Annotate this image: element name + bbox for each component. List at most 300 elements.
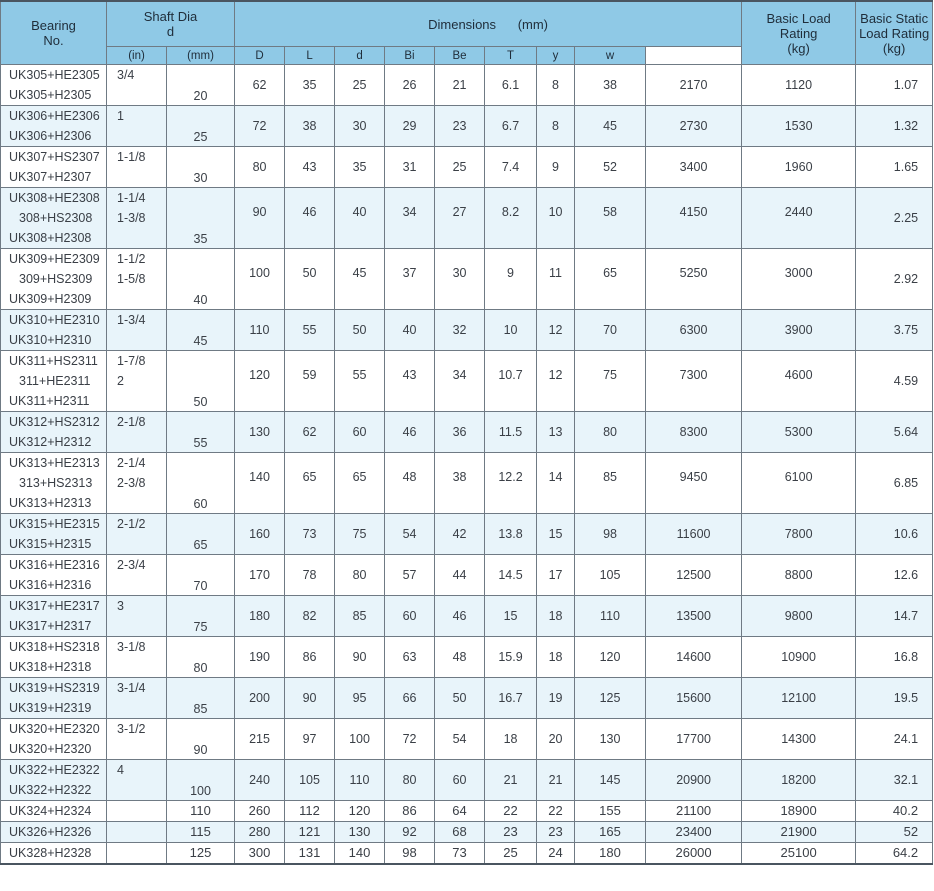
dim-L: 97 bbox=[285, 719, 335, 760]
dim-y: 18 bbox=[537, 596, 575, 637]
weight: 1.65 bbox=[856, 147, 933, 188]
dim-Bi: 63 bbox=[385, 637, 435, 678]
dim-d: 30 bbox=[335, 106, 385, 147]
dim-D: 215 bbox=[235, 719, 285, 760]
header-bearing-line1: Bearing bbox=[31, 18, 76, 33]
dim-y: 24 bbox=[537, 843, 575, 865]
bearing-model: UK310+H2310 bbox=[9, 333, 92, 347]
shaft-inch: 3-1/8 bbox=[117, 640, 146, 654]
dim-T: 18 bbox=[485, 719, 537, 760]
dim-D: 130 bbox=[235, 412, 285, 453]
table-row bbox=[1, 147, 933, 188]
basic-static-load-rating: 25100 bbox=[742, 843, 856, 865]
bearing-model-cell bbox=[1, 412, 107, 453]
dim-D: 80 bbox=[235, 147, 285, 188]
weight: 32.1 bbox=[856, 760, 933, 801]
dim-T: 21 bbox=[485, 760, 537, 801]
basic-load-rating: 15600 bbox=[646, 678, 742, 719]
weight: 16.8 bbox=[856, 637, 933, 678]
dim-d: 100 bbox=[335, 719, 385, 760]
header-shaft-line1: Shaft Dia bbox=[143, 9, 198, 24]
shaft-mm: 110 bbox=[167, 801, 235, 822]
dim-w: 165 bbox=[575, 822, 646, 843]
bearing-model-cell bbox=[1, 453, 107, 514]
dim-D: 240 bbox=[235, 760, 285, 801]
dim-Bi: 80 bbox=[385, 760, 435, 801]
dim-Be: 32 bbox=[435, 310, 485, 351]
bearing-model-cell bbox=[1, 678, 107, 719]
dim-y: 12 bbox=[537, 351, 575, 412]
bearing-model: UK317+HE2317 bbox=[9, 599, 100, 613]
subheader-Bi: Bi bbox=[385, 47, 435, 65]
bearing-model: UK310+HE2310 bbox=[9, 313, 100, 327]
bearing-model: UK328+H2328 bbox=[9, 846, 92, 860]
basic-static-load-rating: 12100 bbox=[742, 678, 856, 719]
bearing-model: UK307+H2307 bbox=[9, 170, 92, 184]
dim-w: 45 bbox=[575, 106, 646, 147]
shaft-mm: 80 bbox=[167, 637, 235, 678]
shaft-inch: 2 bbox=[117, 374, 124, 388]
dim-d: 35 bbox=[335, 147, 385, 188]
dim-d: 90 bbox=[335, 637, 385, 678]
dim-w: 125 bbox=[575, 678, 646, 719]
dim-Be: 25 bbox=[435, 147, 485, 188]
basic-load-rating: 2730 bbox=[646, 106, 742, 147]
weight: 5.64 bbox=[856, 412, 933, 453]
shaft-inch-cell bbox=[107, 65, 167, 106]
header-bearing-no bbox=[1, 1, 107, 65]
header-shaft-line2: d bbox=[166, 24, 175, 39]
bearing-model: 308+HS2308 bbox=[19, 211, 93, 225]
shaft-inch-cell bbox=[107, 555, 167, 596]
dim-y: 13 bbox=[537, 412, 575, 453]
basic-static-load-rating: 7800 bbox=[742, 514, 856, 555]
dim-Be: 68 bbox=[435, 822, 485, 843]
shaft-mm: 90 bbox=[167, 719, 235, 760]
shaft-mm: 75 bbox=[167, 596, 235, 637]
bearing-model: UK324+H2324 bbox=[9, 804, 92, 818]
dim-Bi: 37 bbox=[385, 249, 435, 310]
weight: 14.7 bbox=[856, 596, 933, 637]
shaft-inch-cell bbox=[107, 760, 167, 801]
dim-L: 78 bbox=[285, 555, 335, 596]
bearing-model-cell bbox=[1, 760, 107, 801]
shaft-mm: 35 bbox=[167, 188, 235, 249]
subheader-y: y bbox=[537, 47, 575, 65]
dim-y: 14 bbox=[537, 453, 575, 514]
dim-T: 16.7 bbox=[485, 678, 537, 719]
weight: 3.75 bbox=[856, 310, 933, 351]
dim-Be: 21 bbox=[435, 65, 485, 106]
header-basic-load-line3: (kg) bbox=[787, 40, 810, 56]
bearing-model: UK317+H2317 bbox=[9, 619, 92, 633]
dim-y: 11 bbox=[537, 249, 575, 310]
basic-load-rating: 26000 bbox=[646, 843, 742, 865]
dim-Bi: 31 bbox=[385, 147, 435, 188]
dim-L: 86 bbox=[285, 637, 335, 678]
dim-T: 9 bbox=[485, 249, 537, 310]
table-row bbox=[1, 65, 933, 106]
bearing-model: UK308+H2308 bbox=[9, 231, 92, 245]
subheader-D: D bbox=[235, 47, 285, 65]
bearing-model-cell bbox=[1, 637, 107, 678]
basic-static-load-rating: 1120 bbox=[742, 65, 856, 106]
shaft-inch: 1-3/4 bbox=[117, 313, 146, 327]
dim-y: 15 bbox=[537, 514, 575, 555]
dim-y: 22 bbox=[537, 801, 575, 822]
subheader-T: T bbox=[485, 47, 537, 65]
dim-D: 160 bbox=[235, 514, 285, 555]
weight: 4.59 bbox=[856, 351, 933, 412]
dim-L: 73 bbox=[285, 514, 335, 555]
dim-T: 22 bbox=[485, 801, 537, 822]
basic-load-rating: 4150 bbox=[646, 188, 742, 249]
dim-T: 15.9 bbox=[485, 637, 537, 678]
dim-Be: 46 bbox=[435, 596, 485, 637]
table-row bbox=[1, 760, 933, 801]
shaft-inch: 3/4 bbox=[117, 68, 135, 82]
header-shaft-dia bbox=[107, 1, 235, 47]
basic-load-rating: 2170 bbox=[646, 65, 742, 106]
basic-static-load-rating: 6100 bbox=[742, 453, 856, 514]
shaft-mm: 40 bbox=[167, 249, 235, 310]
shaft-inch-cell bbox=[107, 310, 167, 351]
dim-Be: 60 bbox=[435, 760, 485, 801]
shaft-inch: 4 bbox=[117, 763, 124, 777]
shaft-inch: 3-1/4 bbox=[117, 681, 146, 695]
shaft-inch-cell bbox=[107, 412, 167, 453]
shaft-inch-cell bbox=[107, 822, 167, 843]
table-row bbox=[1, 822, 933, 843]
shaft-inch: 1-5/8 bbox=[117, 272, 146, 286]
dim-L: 35 bbox=[285, 65, 335, 106]
weight: 10.6 bbox=[856, 514, 933, 555]
dim-w: 120 bbox=[575, 637, 646, 678]
dim-D: 180 bbox=[235, 596, 285, 637]
subheader-L: L bbox=[285, 47, 335, 65]
dim-w: 145 bbox=[575, 760, 646, 801]
dim-Be: 42 bbox=[435, 514, 485, 555]
dim-y: 8 bbox=[537, 65, 575, 106]
dim-y: 23 bbox=[537, 822, 575, 843]
shaft-inch-cell bbox=[107, 188, 167, 249]
dim-L: 38 bbox=[285, 106, 335, 147]
dim-d: 140 bbox=[335, 843, 385, 865]
dim-d: 45 bbox=[335, 249, 385, 310]
dim-T: 8.2 bbox=[485, 188, 537, 249]
basic-load-rating: 8300 bbox=[646, 412, 742, 453]
bearing-model: UK319+H2319 bbox=[9, 701, 92, 715]
dim-w: 80 bbox=[575, 412, 646, 453]
shaft-inch-cell bbox=[107, 843, 167, 865]
dim-y: 8 bbox=[537, 106, 575, 147]
weight: 40.2 bbox=[856, 801, 933, 822]
shaft-mm: 25 bbox=[167, 106, 235, 147]
bearing-model-cell bbox=[1, 555, 107, 596]
dim-Bi: 48 bbox=[385, 453, 435, 514]
dim-Be: 73 bbox=[435, 843, 485, 865]
dim-Bi: 66 bbox=[385, 678, 435, 719]
dim-Be: 23 bbox=[435, 106, 485, 147]
subheader-w: w bbox=[575, 47, 646, 65]
shaft-inch: 1-1/4 bbox=[117, 191, 146, 205]
dim-Be: 54 bbox=[435, 719, 485, 760]
dim-L: 82 bbox=[285, 596, 335, 637]
dim-w: 98 bbox=[575, 514, 646, 555]
bearing-model: 309+HS2309 bbox=[19, 272, 93, 286]
shaft-inch: 1-3/8 bbox=[117, 211, 146, 225]
bearing-model: 311+HE2311 bbox=[19, 374, 91, 388]
shaft-inch-cell bbox=[107, 719, 167, 760]
weight: 19.5 bbox=[856, 678, 933, 719]
bearing-model: UK326+H2326 bbox=[9, 825, 92, 839]
dim-d: 75 bbox=[335, 514, 385, 555]
basic-static-load-rating: 5300 bbox=[742, 412, 856, 453]
shaft-inch bbox=[117, 843, 166, 863]
dim-w: 65 bbox=[575, 249, 646, 310]
basic-load-rating: 14600 bbox=[646, 637, 742, 678]
basic-static-load-rating: 2440 bbox=[742, 188, 856, 249]
shaft-inch: 2-3/4 bbox=[117, 558, 146, 572]
header-basic-load-line2: Rating bbox=[779, 25, 818, 41]
bearing-model: UK308+HE2308 bbox=[9, 191, 100, 205]
basic-static-load-rating: 3000 bbox=[742, 249, 856, 310]
bearing-model-cell bbox=[1, 351, 107, 412]
dim-Bi: 86 bbox=[385, 801, 435, 822]
dim-w: 180 bbox=[575, 843, 646, 865]
bearing-model: UK312+H2312 bbox=[9, 435, 92, 449]
header-dimensions: Dimensions (mm) bbox=[235, 1, 742, 47]
bearing-model-cell bbox=[1, 188, 107, 249]
bearing-model-cell bbox=[1, 719, 107, 760]
table-row bbox=[1, 596, 933, 637]
table-row bbox=[1, 351, 933, 412]
dim-y: 21 bbox=[537, 760, 575, 801]
dim-Bi: 57 bbox=[385, 555, 435, 596]
dim-D: 200 bbox=[235, 678, 285, 719]
dim-y: 17 bbox=[537, 555, 575, 596]
dim-w: 52 bbox=[575, 147, 646, 188]
bearing-model-cell bbox=[1, 65, 107, 106]
bearing-model: UK316+HE2316 bbox=[9, 558, 100, 572]
weight: 6.85 bbox=[856, 453, 933, 514]
table-row bbox=[1, 843, 933, 865]
dim-Be: 36 bbox=[435, 412, 485, 453]
shaft-mm: 85 bbox=[167, 678, 235, 719]
dim-T: 12.2 bbox=[485, 453, 537, 514]
bearing-model-cell bbox=[1, 596, 107, 637]
basic-static-load-rating: 14300 bbox=[742, 719, 856, 760]
shaft-inch-cell bbox=[107, 453, 167, 514]
shaft-inch: 3 bbox=[117, 599, 124, 613]
bearing-model: UK318+HS2318 bbox=[9, 640, 100, 654]
dim-Be: 50 bbox=[435, 678, 485, 719]
dim-w: 105 bbox=[575, 555, 646, 596]
table-row bbox=[1, 249, 933, 310]
dim-d: 80 bbox=[335, 555, 385, 596]
dim-L: 105 bbox=[285, 760, 335, 801]
dim-Be: 27 bbox=[435, 188, 485, 249]
dim-Be: 38 bbox=[435, 453, 485, 514]
bearing-model: UK311+HS2311 bbox=[9, 354, 98, 368]
dim-D: 110 bbox=[235, 310, 285, 351]
shaft-inch-cell bbox=[107, 351, 167, 412]
dim-T: 11.5 bbox=[485, 412, 537, 453]
basic-load-rating: 13500 bbox=[646, 596, 742, 637]
bearing-model: UK320+HE2320 bbox=[9, 722, 100, 736]
shaft-mm: 100 bbox=[167, 760, 235, 801]
shaft-mm: 45 bbox=[167, 310, 235, 351]
dim-Be: 34 bbox=[435, 351, 485, 412]
dim-y: 12 bbox=[537, 310, 575, 351]
basic-static-load-rating: 1960 bbox=[742, 147, 856, 188]
basic-static-load-rating: 18200 bbox=[742, 760, 856, 801]
basic-load-rating: 11600 bbox=[646, 514, 742, 555]
subheader-mm: (mm) bbox=[167, 47, 235, 65]
dim-L: 131 bbox=[285, 843, 335, 865]
basic-load-rating: 5250 bbox=[646, 249, 742, 310]
table-row bbox=[1, 188, 933, 249]
header-static-line3: (kg) bbox=[882, 40, 906, 56]
dim-d: 55 bbox=[335, 351, 385, 412]
shaft-mm: 30 bbox=[167, 147, 235, 188]
dim-Be: 44 bbox=[435, 555, 485, 596]
dim-L: 46 bbox=[285, 188, 335, 249]
shaft-inch: 2-1/4 bbox=[117, 456, 146, 470]
shaft-inch: 1-1/2 bbox=[117, 252, 146, 266]
bearing-model-cell bbox=[1, 843, 107, 865]
basic-static-load-rating: 8800 bbox=[742, 555, 856, 596]
basic-load-rating: 12500 bbox=[646, 555, 742, 596]
dim-D: 260 bbox=[235, 801, 285, 822]
dim-L: 65 bbox=[285, 453, 335, 514]
dim-D: 170 bbox=[235, 555, 285, 596]
dim-Bi: 26 bbox=[385, 65, 435, 106]
dim-L: 62 bbox=[285, 412, 335, 453]
dim-Bi: 98 bbox=[385, 843, 435, 865]
dim-D: 90 bbox=[235, 188, 285, 249]
table-row bbox=[1, 514, 933, 555]
weight: 2.92 bbox=[856, 249, 933, 310]
bearing-model: UK315+H2315 bbox=[9, 537, 92, 551]
bearing-model: UK320+H2320 bbox=[9, 742, 92, 756]
bearing-model-cell bbox=[1, 147, 107, 188]
dim-w: 70 bbox=[575, 310, 646, 351]
basic-load-rating: 3400 bbox=[646, 147, 742, 188]
bearing-model: UK319+HS2319 bbox=[9, 681, 100, 695]
shaft-inch-cell bbox=[107, 106, 167, 147]
dim-d: 50 bbox=[335, 310, 385, 351]
shaft-inch-cell bbox=[107, 596, 167, 637]
dim-T: 14.5 bbox=[485, 555, 537, 596]
dim-Bi: 40 bbox=[385, 310, 435, 351]
dim-d: 85 bbox=[335, 596, 385, 637]
shaft-mm: 55 bbox=[167, 412, 235, 453]
shaft-inch-cell bbox=[107, 249, 167, 310]
basic-static-load-rating: 9800 bbox=[742, 596, 856, 637]
dim-Bi: 43 bbox=[385, 351, 435, 412]
shaft-inch: 1-7/8 bbox=[117, 354, 146, 368]
basic-load-rating: 23400 bbox=[646, 822, 742, 843]
dim-T: 6.7 bbox=[485, 106, 537, 147]
dim-d: 120 bbox=[335, 801, 385, 822]
bearing-model: UK311+H2311 bbox=[9, 394, 90, 408]
bearing-model-cell bbox=[1, 106, 107, 147]
dim-L: 43 bbox=[285, 147, 335, 188]
shaft-inch-cell bbox=[107, 514, 167, 555]
shaft-inch-cell bbox=[107, 637, 167, 678]
dim-d: 65 bbox=[335, 453, 385, 514]
dim-w: 85 bbox=[575, 453, 646, 514]
bearing-model: UK322+H2322 bbox=[9, 783, 92, 797]
dim-w: 130 bbox=[575, 719, 646, 760]
weight: 2.25 bbox=[856, 188, 933, 249]
basic-static-load-rating: 1530 bbox=[742, 106, 856, 147]
bearing-model: UK312+HS2312 bbox=[9, 415, 100, 429]
dim-L: 121 bbox=[285, 822, 335, 843]
basic-static-load-rating: 4600 bbox=[742, 351, 856, 412]
weight: 12.6 bbox=[856, 555, 933, 596]
shaft-mm: 115 bbox=[167, 822, 235, 843]
shaft-mm: 65 bbox=[167, 514, 235, 555]
dim-d: 25 bbox=[335, 65, 385, 106]
shaft-inch: 3-1/2 bbox=[117, 722, 146, 736]
dim-Bi: 34 bbox=[385, 188, 435, 249]
bearing-model-cell bbox=[1, 310, 107, 351]
table-row bbox=[1, 310, 933, 351]
header-static-line2: Load Rating bbox=[859, 25, 930, 41]
dim-T: 7.4 bbox=[485, 147, 537, 188]
bearing-model: 313+HS2313 bbox=[19, 476, 93, 490]
bearing-model-cell bbox=[1, 822, 107, 843]
shaft-inch: 2-1/2 bbox=[117, 517, 146, 531]
weight: 1.32 bbox=[856, 106, 933, 147]
dim-Bi: 92 bbox=[385, 822, 435, 843]
basic-static-load-rating: 18900 bbox=[742, 801, 856, 822]
dim-w: 75 bbox=[575, 351, 646, 412]
dim-Bi: 46 bbox=[385, 412, 435, 453]
dim-d: 40 bbox=[335, 188, 385, 249]
dim-d: 95 bbox=[335, 678, 385, 719]
dim-T: 25 bbox=[485, 843, 537, 865]
table-row bbox=[1, 637, 933, 678]
bearing-model: UK309+HE2309 bbox=[9, 252, 100, 266]
dim-T: 10 bbox=[485, 310, 537, 351]
dim-Bi: 54 bbox=[385, 514, 435, 555]
dim-y: 10 bbox=[537, 188, 575, 249]
dim-d: 110 bbox=[335, 760, 385, 801]
dim-w: 38 bbox=[575, 65, 646, 106]
bearing-model-cell bbox=[1, 514, 107, 555]
dim-D: 72 bbox=[235, 106, 285, 147]
subheader-in: (in) bbox=[107, 47, 167, 65]
dim-T: 10.7 bbox=[485, 351, 537, 412]
shaft-inch: 2-1/8 bbox=[117, 415, 146, 429]
weight: 1.07 bbox=[856, 65, 933, 106]
bearing-model: UK313+H2313 bbox=[9, 496, 92, 510]
header-basic-static-load-rating bbox=[856, 1, 933, 65]
bearing-model-cell bbox=[1, 249, 107, 310]
bearing-model: UK306+HE2306 bbox=[9, 109, 100, 123]
dim-D: 190 bbox=[235, 637, 285, 678]
bearing-model: UK316+H2316 bbox=[9, 578, 92, 592]
weight: 24.1 bbox=[856, 719, 933, 760]
table-row bbox=[1, 719, 933, 760]
dim-Be: 48 bbox=[435, 637, 485, 678]
dim-y: 19 bbox=[537, 678, 575, 719]
dim-D: 280 bbox=[235, 822, 285, 843]
dim-D: 140 bbox=[235, 453, 285, 514]
